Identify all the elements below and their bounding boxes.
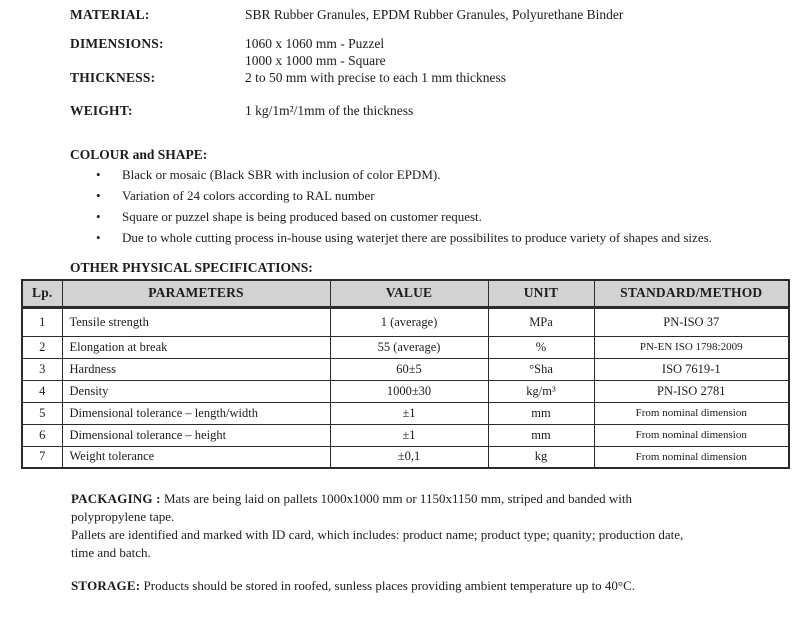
colour-shape-bullet-list: [96, 166, 721, 246]
cell-standard: PN-ISO 2781: [594, 380, 789, 402]
cell-unit: kg/m³: [488, 380, 594, 402]
material-value: SBR Rubber Granules, EPDM Rubber Granules, Polyurethane Binder: [245, 7, 624, 22]
cell-unit: MPa: [488, 307, 594, 336]
bullet-text: Black or mosaic (Black SBR with inclusion of color EPDM).: [122, 167, 441, 182]
dimensions-value-square: 1000 x 1000 mm - Square: [245, 53, 386, 68]
bullet-text: Square or puzzel shape is being produced based on customer request.: [122, 209, 482, 224]
table-header-lp: Lp.: [22, 280, 62, 307]
dimensions-label: DIMENSIONS:: [70, 36, 164, 51]
cell-lp: 6: [22, 424, 62, 446]
cell-lp: 5: [22, 402, 62, 424]
thickness-value: 2 to 50 mm with precise to each 1 mm thickness: [245, 70, 506, 85]
table-row: [22, 380, 789, 402]
cell-value: ±0,1: [330, 446, 488, 468]
spec-row-thickness: [70, 69, 800, 86]
cell-unit: mm: [488, 402, 594, 424]
table-row: [22, 307, 789, 336]
packaging-paragraph: [71, 490, 693, 562]
cell-value: 1 (average): [330, 307, 488, 336]
bullet-item: [96, 187, 721, 204]
spec-row-material: [70, 6, 800, 23]
physical-specifications-table: [21, 279, 790, 469]
cell-value: ±1: [330, 424, 488, 446]
weight-label: WEIGHT:: [70, 103, 133, 118]
cell-parameter: Density: [62, 380, 330, 402]
cell-parameter: Dimensional tolerance – height: [62, 424, 330, 446]
cell-lp: 7: [22, 446, 62, 468]
table-header-parameters: PARAMETERS: [62, 280, 330, 307]
cell-parameter: Dimensional tolerance – length/width: [62, 402, 330, 424]
cell-unit: mm: [488, 424, 594, 446]
table-row: [22, 402, 789, 424]
bullet-text: Variation of 24 colors according to RAL number: [122, 188, 375, 203]
table-header-value: VALUE: [330, 280, 488, 307]
cell-standard: ISO 7619-1: [594, 358, 789, 380]
storage-paragraph: [71, 577, 771, 595]
storage-text: Products should be stored in roofed, sunless places providing ambient temperature up to 40°C.: [143, 578, 636, 593]
cell-parameter: Weight tolerance: [62, 446, 330, 468]
spec-row-weight: [70, 102, 800, 119]
table-header-row: [22, 280, 789, 307]
specs-table-heading: OTHER PHYSICAL SPECIFICATIONS:: [70, 260, 313, 275]
cell-parameter: Tensile strength: [62, 307, 330, 336]
dimensions-value-puzzel: 1060 x 1060 mm - Puzzel: [245, 36, 385, 51]
cell-value: 55 (average): [330, 336, 488, 358]
cell-standard: PN-ISO 37: [594, 307, 789, 336]
bullet-item: [96, 208, 721, 225]
packaging-label: PACKAGING :: [71, 491, 161, 506]
bullet-dot-icon: •: [96, 167, 101, 182]
cell-parameter: Hardness: [62, 358, 330, 380]
bullet-item: [96, 166, 721, 183]
cell-lp: 1: [22, 307, 62, 336]
cell-value: 1000±30: [330, 380, 488, 402]
cell-standard: From nominal dimension: [594, 424, 789, 446]
table-row: [22, 358, 789, 380]
table-row: [22, 424, 789, 446]
cell-standard: From nominal dimension: [594, 402, 789, 424]
storage-label: STORAGE:: [71, 578, 141, 593]
weight-value: 1 kg/1m²/1mm of the thickness: [245, 103, 414, 118]
cell-standard: PN-EN ISO 1798:2009: [594, 336, 789, 358]
bullet-dot-icon: •: [96, 188, 101, 203]
table-header-standard: STANDARD/METHOD: [594, 280, 789, 307]
bullet-text: Due to whole cutting process in-house using waterjet there are possibilites to produce variety of shapes and sizes.: [122, 230, 712, 245]
cell-unit: kg: [488, 446, 594, 468]
bullet-item: [96, 229, 721, 246]
bullet-dot-icon: •: [96, 209, 101, 224]
thickness-label: THICKNESS:: [70, 70, 156, 85]
cell-lp: 3: [22, 358, 62, 380]
table-row: [22, 336, 789, 358]
table-header-unit: UNIT: [488, 280, 594, 307]
packaging-text-1: Mats are being laid on pallets 1000x1000 mm or 1150x1150 mm, striped and banded with polypropylene tape.: [71, 491, 632, 524]
table-row: [22, 446, 789, 468]
cell-value: 60±5: [330, 358, 488, 380]
spec-row-dimensions: [70, 35, 800, 69]
packaging-text-2: Pallets are identified and marked with ID card, which includes: product name; product type; quanity; production date, time and batch.: [71, 527, 684, 560]
colour-shape-heading: COLOUR and SHAPE:: [70, 147, 208, 162]
bullet-dot-icon: •: [96, 230, 101, 245]
cell-parameter: Elongation at break: [62, 336, 330, 358]
cell-value: ±1: [330, 402, 488, 424]
cell-lp: 2: [22, 336, 62, 358]
cell-lp: 4: [22, 380, 62, 402]
cell-unit: °Sha: [488, 358, 594, 380]
cell-standard: From nominal dimension: [594, 446, 789, 468]
cell-unit: %: [488, 336, 594, 358]
material-label: MATERIAL:: [70, 7, 150, 22]
